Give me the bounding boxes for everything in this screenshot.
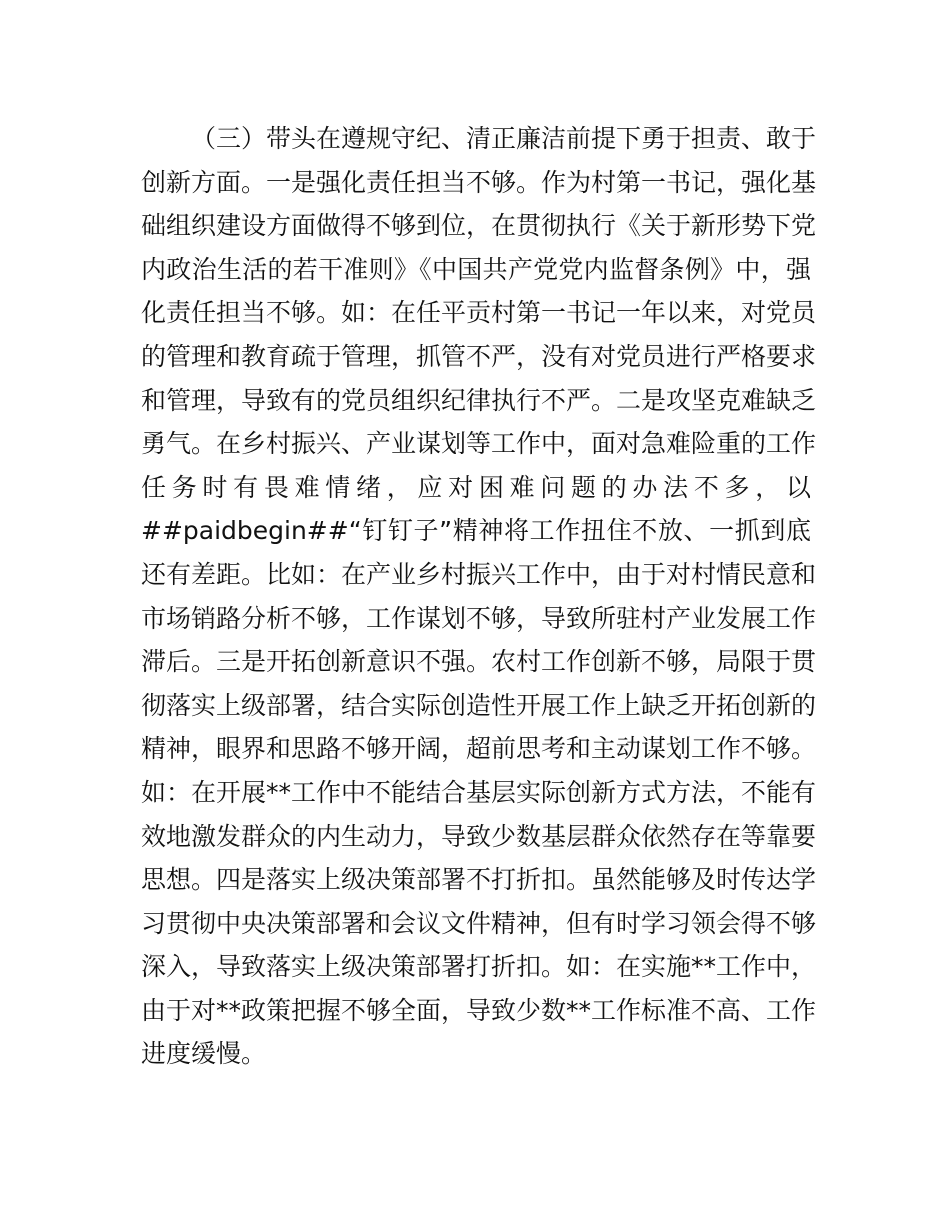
paragraph-line: 和管理，导致有的党员组织纪律执行不严。二是攻坚克难缺乏 bbox=[141, 385, 817, 415]
paragraph-line: 效地激发群众的内生动力，导致少数基层群众依然存在等靠要 bbox=[141, 821, 817, 851]
paragraph-line: 如：在开展**工作中不能结合基层实际创新方式方法，不能有 bbox=[141, 777, 817, 807]
paragraph-line: 内政治生活的若干准则》《中国共产党党内监督条例》中，强 bbox=[141, 254, 811, 284]
paragraph-line: 进度缓慢。 bbox=[141, 1039, 267, 1069]
paragraph-line: 彻落实上级部署，结合实际创造性开展工作上缺乏开拓创新的 bbox=[141, 690, 817, 720]
paragraph-line: 深入，导致落实上级决策部署打折扣。如：在实施**工作中， bbox=[141, 952, 817, 982]
paragraph-line: （三）带头在遵规守纪、清正廉洁前提下勇于担责、敢于 bbox=[191, 124, 817, 153]
body-paragraph bbox=[141, 117, 817, 1076]
paragraph-line: 还有差距。比如：在产业乡村振兴工作中，由于对村情民意和 bbox=[141, 559, 817, 589]
paragraph-line: 由于对**政策把握不够全面，导致少数**工作标准不高、工作 bbox=[141, 995, 817, 1025]
paragraph-line: 精神，眼界和思路不够开阔，超前思考和主动谋划工作不够。 bbox=[141, 734, 817, 764]
paragraph-line: 勇气。在乡村振兴、产业谋划等工作中，面对急难险重的工作 bbox=[141, 429, 817, 459]
paragraph-line: 础组织建设方面做得不够到位，在贯彻执行《关于新形势下党 bbox=[141, 211, 817, 241]
paragraph-line: 思想。四是落实上级决策部署不打折扣。虽然能够及时传达学 bbox=[141, 865, 817, 895]
paragraph-line: 习贯彻中央决策部署和会议文件精神，但有时学习领会得不够 bbox=[141, 908, 817, 938]
paragraph-line: ##paidbegin##“钉钉子”精神将工作扭住不放、一抓到底 bbox=[141, 516, 811, 546]
paragraph-line: 创新方面。一是强化责任担当不够。作为村第一书记，强化基 bbox=[141, 167, 817, 197]
paragraph-line: 滞后。三是开拓创新意识不强。农村工作创新不够，局限于贯 bbox=[141, 647, 817, 677]
paragraph-line: 的管理和教育疏于管理，抓管不严，没有对党员进行严格要求 bbox=[141, 341, 817, 371]
paragraph-line: 任务时有畏难情绪，应对困难问题的办法不多，以 bbox=[141, 472, 811, 502]
paragraph-line: 化责任担当不够。如：在任平贡村第一书记一年以来，对党员 bbox=[141, 298, 817, 328]
paragraph-line: 市场销路分析不够，工作谋划不够，导致所驻村产业发展工作 bbox=[141, 603, 817, 633]
